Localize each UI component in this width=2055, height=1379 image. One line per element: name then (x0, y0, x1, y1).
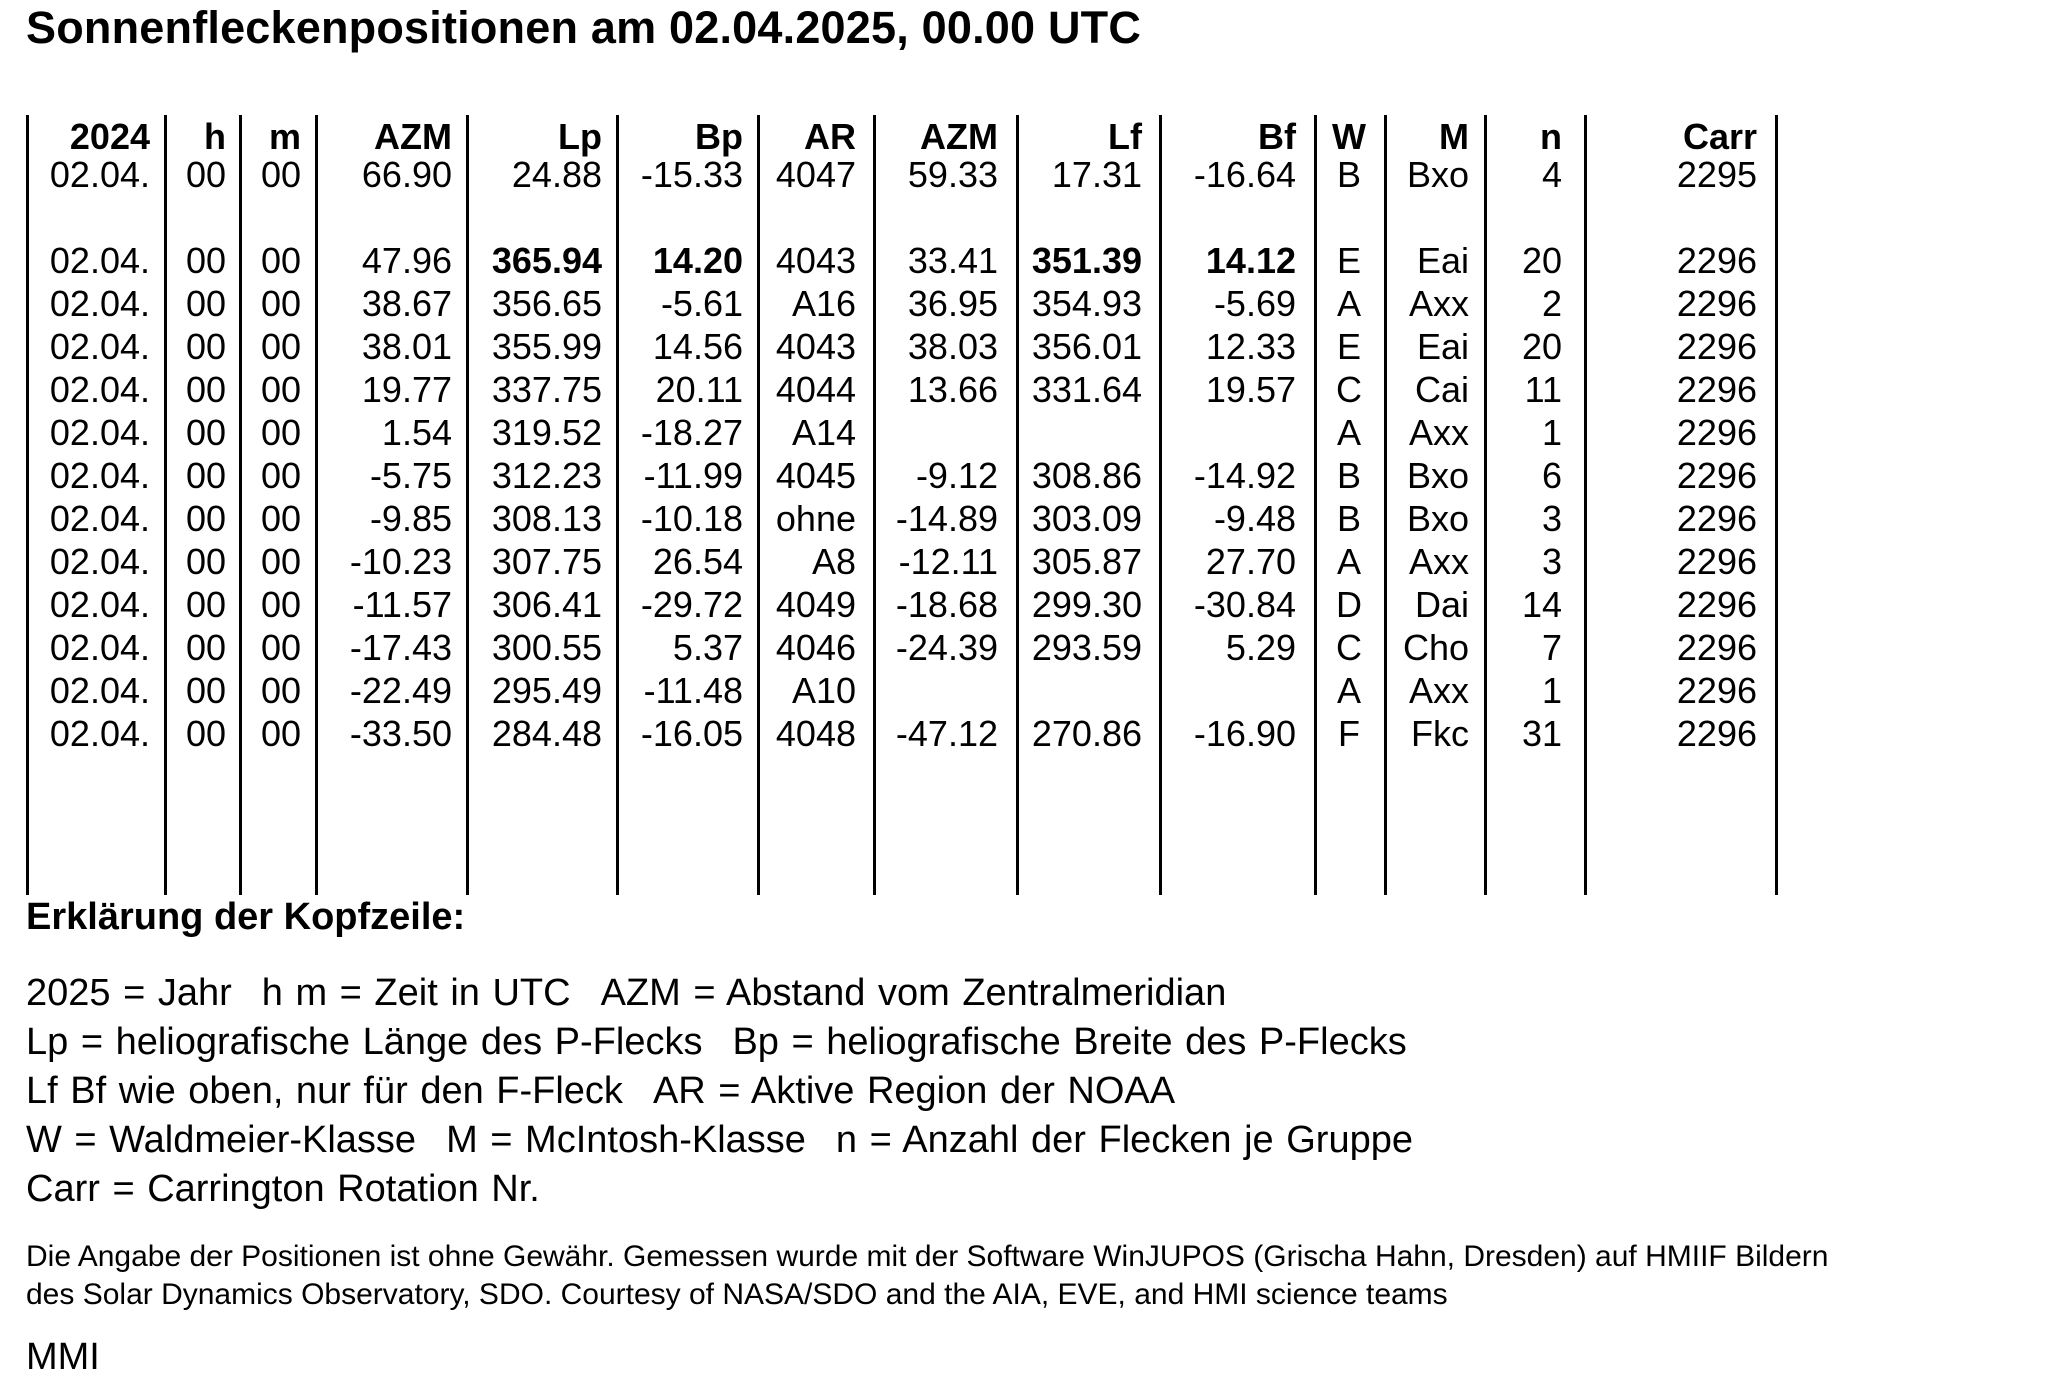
explanation-line (26, 972, 1226, 1015)
table-cell: 00 (185, 154, 226, 195)
column-divider (616, 115, 619, 895)
table-cell: 00 (260, 627, 301, 668)
table-cell: 2 (1541, 283, 1562, 324)
explanation-item: AR = Aktive Region der NOAA (652, 1070, 1176, 1112)
disclaimer-line: Die Angabe der Positionen ist ohne Gewähr. Gemessen wurde mit der Software WinJUPOS (Grischa Hahn, Dresden) auf HMIIF Bildern (26, 1240, 1829, 1273)
table-cell: 2296 (1676, 283, 1757, 324)
table-cell: A16 (791, 283, 856, 324)
column-divider (164, 115, 167, 895)
table-cell: 00 (185, 369, 226, 410)
table-cell: 365.94 (491, 240, 602, 281)
table-cell: 1.54 (381, 412, 452, 453)
table-cell: 02.04. (49, 412, 150, 453)
table-cell: 02.04. (49, 455, 150, 496)
table-cell: -14.92 (1193, 455, 1296, 496)
table-cell: 00 (260, 584, 301, 625)
table-cell: 00 (185, 713, 226, 754)
table-cell: 02.04. (49, 240, 150, 281)
table-cell: -29.72 (640, 584, 743, 625)
table-cell: 306.41 (491, 584, 602, 625)
table-cell: -11.57 (352, 584, 452, 625)
table-cell: 00 (260, 498, 301, 539)
table-cell: A8 (811, 541, 856, 582)
table-cell: -17.43 (349, 627, 452, 668)
table-cell: 2296 (1676, 584, 1757, 625)
column-divider (1314, 115, 1317, 895)
explanation-title: Erklärung der Kopfzeile: (26, 896, 466, 938)
column-divider (466, 115, 469, 895)
table-cell: 14.20 (652, 240, 743, 281)
table-cell: 331.64 (1031, 369, 1142, 410)
table-cell: Axx (1408, 412, 1469, 453)
explanation-item: 2025 = Jahr (26, 972, 232, 1014)
table-cell: 02.04. (49, 283, 150, 324)
column-divider (1016, 115, 1019, 895)
table-cell: Bxo (1406, 498, 1469, 539)
table-cell: 2296 (1676, 670, 1757, 711)
table-cell: A10 (791, 670, 856, 711)
column-header: m (268, 116, 301, 157)
table-cell: -9.85 (369, 498, 452, 539)
table-cell: -9.12 (915, 455, 998, 496)
table-cell: -12.11 (898, 541, 998, 582)
table-cell: 14.56 (652, 326, 743, 367)
column-divider (239, 115, 242, 895)
table-cell: B (1336, 154, 1362, 195)
signature: MMI (26, 1336, 100, 1378)
table-cell: -30.84 (1193, 584, 1296, 625)
table-cell: -16.05 (640, 713, 743, 754)
table-cell: 02.04. (49, 541, 150, 582)
table-cell: 7 (1541, 627, 1562, 668)
table-cell: ohne (775, 498, 856, 539)
table-cell: 00 (260, 240, 301, 281)
table-cell: 38.01 (361, 326, 452, 367)
table-cell: 3 (1541, 541, 1562, 582)
table-cell: 356.01 (1031, 326, 1142, 367)
table-cell: 20 (1521, 326, 1562, 367)
column-divider (757, 115, 760, 895)
column-header: W (1332, 116, 1366, 157)
table-cell: 02.04. (49, 713, 150, 754)
explanation-item: Lf Bf wie oben, nur für den F-Fleck (26, 1070, 623, 1112)
table-cell: Bxo (1406, 154, 1469, 195)
table-cell: 2296 (1676, 455, 1757, 496)
table-cell: 4049 (775, 584, 856, 625)
table-cell: 19.77 (361, 369, 452, 410)
table-cell: 4048 (775, 713, 856, 754)
column-header: Bp (695, 116, 743, 157)
table-cell: 33.41 (907, 240, 998, 281)
table-cell: 38.67 (361, 283, 452, 324)
column-header: M (1439, 116, 1469, 157)
table-cell: E (1336, 240, 1362, 281)
table-cell: 47.96 (361, 240, 452, 281)
table-cell: 307.75 (491, 541, 602, 582)
table-cell: 19.57 (1205, 369, 1296, 410)
explanation-line (26, 1070, 1175, 1113)
table-cell: 355.99 (491, 326, 602, 367)
table-cell: 00 (260, 154, 301, 195)
table-cell: 14 (1521, 584, 1562, 625)
table-cell: Cho (1402, 627, 1469, 668)
table-cell: -10.18 (640, 498, 743, 539)
table-cell: 26.54 (652, 541, 743, 582)
explanation-item: M = McIntosh-Klasse (446, 1119, 806, 1161)
table-cell: 00 (185, 412, 226, 453)
table-cell: C (1336, 627, 1362, 668)
table-cell: 2295 (1676, 154, 1757, 195)
table-cell: -16.64 (1193, 154, 1296, 195)
table-cell: 300.55 (491, 627, 602, 668)
column-divider (315, 115, 318, 895)
column-divider (1775, 115, 1778, 895)
table-cell: 00 (260, 670, 301, 711)
column-divider (26, 115, 29, 895)
table-cell: 24.88 (511, 154, 602, 195)
table-cell: -15.33 (640, 154, 743, 195)
table-cell: 1 (1541, 670, 1562, 711)
table-cell: 293.59 (1031, 627, 1142, 668)
table-cell: -18.68 (895, 584, 998, 625)
table-cell: 02.04. (49, 670, 150, 711)
table-cell: 354.93 (1031, 283, 1142, 324)
table-cell: 6 (1541, 455, 1562, 496)
table-cell: E (1336, 326, 1362, 367)
table-cell: 66.90 (361, 154, 452, 195)
table-cell: A14 (791, 412, 856, 453)
table-cell: 305.87 (1031, 541, 1142, 582)
column-header: Carr (1682, 116, 1757, 157)
table-cell: Bxo (1406, 455, 1469, 496)
table-cell: -10.23 (349, 541, 452, 582)
table-cell: 20 (1521, 240, 1562, 281)
table-cell: 2296 (1676, 713, 1757, 754)
table-cell: 351.39 (1031, 240, 1142, 281)
table-cell: 2296 (1676, 240, 1757, 281)
explanation-item: Bp = heliografische Breite des P-Flecks (732, 1021, 1407, 1063)
table-cell: 3 (1541, 498, 1562, 539)
column-divider (873, 115, 876, 895)
explanation-item: Lp = heliografische Länge des P-Flecks (26, 1021, 703, 1063)
table-cell: -11.48 (643, 670, 743, 711)
column-header: h (204, 116, 226, 157)
table-cell: -11.99 (643, 455, 743, 496)
page-title: Sonnenfleckenpositionen am 02.04.2025, 00.00 UTC (26, 2, 1142, 53)
table-cell: -16.90 (1193, 713, 1296, 754)
table-cell: 299.30 (1031, 584, 1142, 625)
table-cell: -9.48 (1213, 498, 1296, 539)
table-cell: Eai (1416, 240, 1469, 281)
table-cell: 00 (260, 412, 301, 453)
table-cell: 2296 (1676, 326, 1757, 367)
explanation-line (26, 1119, 1413, 1162)
explanation-item: Carr = Carrington Rotation Nr. (26, 1168, 540, 1210)
table-cell: 308.13 (491, 498, 602, 539)
table-cell: 02.04. (49, 498, 150, 539)
table-cell: 2296 (1676, 627, 1757, 668)
table-cell: C (1336, 369, 1362, 410)
table-cell: 2296 (1676, 498, 1757, 539)
table-cell: 4043 (775, 240, 856, 281)
table-cell: -5.61 (660, 283, 743, 324)
table-cell: 295.49 (491, 670, 602, 711)
sunspot-table (26, 115, 1784, 895)
table-cell: 2296 (1676, 412, 1757, 453)
table-cell: Fkc (1411, 713, 1469, 754)
explanation-item: n = Anzahl der Flecken je Gruppe (835, 1119, 1413, 1161)
table-cell: -18.27 (640, 412, 743, 453)
column-header: n (1540, 116, 1562, 157)
table-cell: 2296 (1676, 541, 1757, 582)
column-divider (1484, 115, 1487, 895)
table-cell: 337.75 (491, 369, 602, 410)
table-cell: 12.33 (1205, 326, 1296, 367)
table-cell: 5.37 (672, 627, 743, 668)
table-cell: 02.04. (49, 154, 150, 195)
table-cell: Axx (1408, 541, 1469, 582)
explanation-line (26, 1168, 540, 1211)
table-cell: 1 (1541, 412, 1562, 453)
table-cell: -5.75 (369, 455, 452, 496)
table-cell: 00 (185, 240, 226, 281)
table-cell: 20.11 (655, 369, 743, 410)
column-divider (1159, 115, 1162, 895)
table-cell: 00 (260, 455, 301, 496)
table-cell: 4043 (775, 326, 856, 367)
table-cell: 4044 (775, 369, 856, 410)
table-cell: Axx (1408, 283, 1469, 324)
table-cell: 308.86 (1031, 455, 1142, 496)
table-cell: 13.66 (907, 369, 998, 410)
table-cell: 284.48 (491, 713, 602, 754)
explanation-line (26, 1021, 1407, 1064)
table-cell: 00 (185, 498, 226, 539)
table-cell: 00 (185, 584, 226, 625)
table-cell: A (1336, 412, 1362, 453)
table-cell: 00 (185, 455, 226, 496)
disclaimer-line: des Solar Dynamics Observatory, SDO. Courtesy of NASA/SDO and the AIA, EVE, and HMI science teams (26, 1278, 1448, 1311)
table-cell: Axx (1408, 670, 1469, 711)
table-cell: F (1338, 713, 1360, 754)
table-cell: -5.69 (1213, 283, 1296, 324)
table-cell: Dai (1414, 584, 1469, 625)
table-cell: B (1336, 498, 1362, 539)
table-cell: -24.39 (895, 627, 998, 668)
table-cell: 59.33 (907, 154, 998, 195)
table-cell: 02.04. (49, 326, 150, 367)
table-cell: 14.12 (1205, 240, 1296, 281)
table-cell: 00 (185, 627, 226, 668)
table-cell: 319.52 (491, 412, 602, 453)
column-header: Lf (1108, 116, 1142, 157)
table-cell: 36.95 (907, 283, 998, 324)
table-cell: 38.03 (907, 326, 998, 367)
table-cell: -47.12 (895, 713, 998, 754)
table-cell: 11 (1524, 369, 1562, 410)
table-cell: D (1336, 584, 1362, 625)
table-cell: 02.04. (49, 627, 150, 668)
table-cell: 00 (260, 283, 301, 324)
table-cell: Cai (1414, 369, 1469, 410)
column-header: Lp (558, 116, 602, 157)
table-cell: 00 (185, 326, 226, 367)
table-cell: 4047 (775, 154, 856, 195)
table-cell: A (1336, 541, 1362, 582)
table-cell: 4046 (775, 627, 856, 668)
table-cell: 02.04. (49, 369, 150, 410)
explanation-item: W = Waldmeier-Klasse (26, 1119, 417, 1161)
table-cell: 312.23 (491, 455, 602, 496)
column-header: AR (804, 116, 856, 157)
table-cell: 00 (260, 326, 301, 367)
explanation-item: h m = Zeit in UTC (261, 972, 571, 1014)
table-cell: 356.65 (491, 283, 602, 324)
table-cell: 2296 (1676, 369, 1757, 410)
table-cell: Eai (1416, 326, 1469, 367)
column-header: AZM (920, 116, 998, 157)
table-cell: 00 (185, 541, 226, 582)
table-cell: 303.09 (1031, 498, 1142, 539)
table-cell: 00 (260, 713, 301, 754)
table-cell: -22.49 (349, 670, 452, 711)
table-cell: 00 (260, 541, 301, 582)
table-cell: 00 (260, 369, 301, 410)
explanation-item: AZM = Abstand vom Zentralmeridian (600, 972, 1227, 1014)
table-cell: -33.50 (349, 713, 452, 754)
table-cell: -14.89 (895, 498, 998, 539)
column-header: 2024 (69, 116, 150, 157)
table-cell: 17.31 (1051, 154, 1142, 195)
table-cell: 00 (185, 283, 226, 324)
table-cell: 270.86 (1031, 713, 1142, 754)
table-cell: 4 (1541, 154, 1562, 195)
column-divider (1584, 115, 1587, 895)
table-cell: B (1336, 455, 1362, 496)
table-cell: 00 (185, 670, 226, 711)
table-cell: A (1336, 670, 1362, 711)
table-cell: 02.04. (49, 584, 150, 625)
table-cell: 31 (1521, 713, 1562, 754)
table-cell: 27.70 (1205, 541, 1296, 582)
table-cell: A (1336, 283, 1362, 324)
column-header: AZM (374, 116, 452, 157)
table-cell: 5.29 (1225, 627, 1296, 668)
column-divider (1384, 115, 1387, 895)
table-cell: 4045 (775, 455, 856, 496)
column-header: Bf (1258, 116, 1296, 157)
